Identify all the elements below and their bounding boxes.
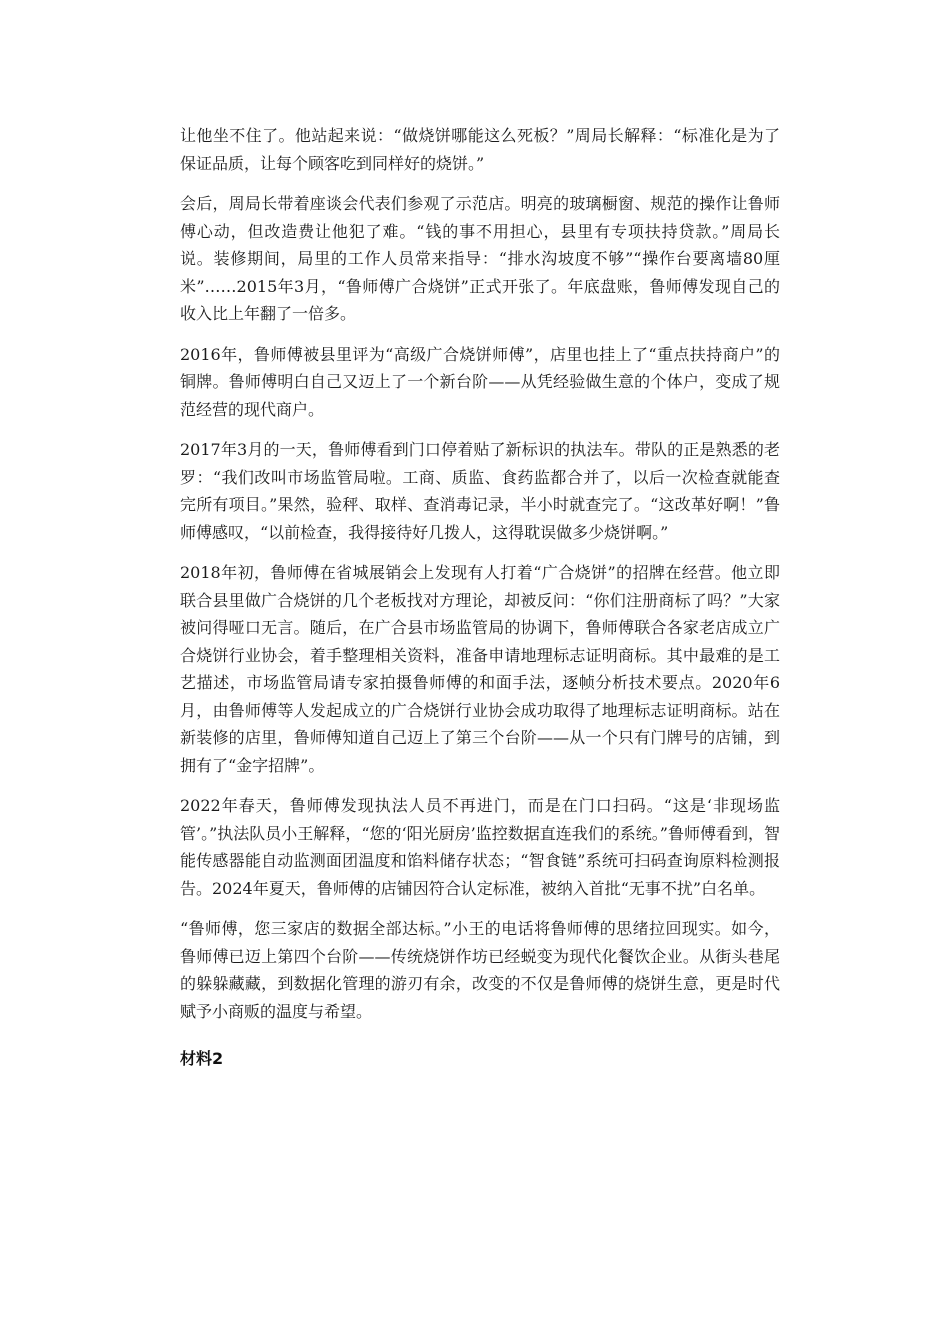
- section-heading: 材料2: [180, 1049, 224, 1068]
- paragraph-7: “鲁师傅，您三家店的数据全部达标。”小王的电话将鲁师傅的思绪拉回现实。如今，鲁师傅已迈上第四个台阶——传统烧饼作坊已经蜕变为现代化餐饮企业。从街头巷尾的躲躲藏藏，到数据化管理的游刃有余，改变的不仅是鲁师傅的烧饼生意，更是时代赋予小商贩的温度与希望。: [180, 919, 780, 1021]
- paragraph-4: 2017年3月的一天，鲁师傅看到门口停着贴了新标识的执法车。带队的正是熟悉的老罗：“我们改叫市场监管局啦。工商、质监、食药监都合并了，以后一次检查就能查完所有项目。”果然，验秤、取样、查消毒记录，半小时就查完了。“这改革好啊！”鲁师傅感叹，“以前检查，我得接待好几拨人，这得耽误做多少烧饼啊。”: [180, 440, 780, 542]
- paragraph-6: 2022年春天，鲁师傅发现执法人员不再进门，而是在门口扫码。“这是‘非现场监管’。”执法队员小王解释，“您的‘阳光厨房’监控数据直连我们的系统。”鲁师傅看到，智能传感器能自动监测面团温度和馅料储存状态；“智食链”系统可扫码查询原料检测报告。2024年夏天，鲁师傅的店铺因符合认定标准，被纳入首批“无事不扰”白名单。: [180, 796, 780, 898]
- paragraph-3: 2016年，鲁师傅被县里评为“高级广合烧饼师傅”，店里也挂上了“重点扶持商户”的铜牌。鲁师傅明白自己又迈上了一个新台阶——从凭经验做生意的个体户，变成了规范经营的现代商户。: [180, 344, 780, 419]
- paragraph-1: 让他坐不住了。他站起来说：“做烧饼哪能这么死板？”周局长解释：“标准化是为了保证品质，让每个顾客吃到同样好的烧饼。”: [180, 126, 780, 173]
- paragraph-2: 会后，周局长带着座谈会代表们参观了示范店。明亮的玻璃橱窗、规范的操作让鲁师傅心动，但改造费让他犯了难。“钱的事不用担心，县里有专项扶持贷款。”周局长说。装修期间，局里的工作人员常来指导：“排水沟坡度不够”“操作台要离墙80厘米”……2015年3月，“鲁师傅广合烧饼”正式开张了。年底盘账，鲁师傅发现自己的收入比上年翻了一倍多。: [180, 194, 780, 323]
- paragraph-5: 2018年初，鲁师傅在省城展销会上发现有人打着“广合烧饼”的招牌在经营。他立即联合县里做广合烧饼的几个老板找对方理论，却被反问：“你们注册商标了吗？”大家被问得哑口无言。随后，在广合县市场监管局的协调下，鲁师傅联合各家老店成立广合烧饼行业协会，着手整理相关资料，准备申请地理标志证明商标。其中最难的是工艺描述，市场监管局请专家拍摄鲁师傅的和面手法，逐帧分析技术要点。2020年6月，由鲁师傅等人发起成立的广合烧饼行业协会成功取得了地理标志证明商标。站在新装修的店里，鲁师傅知道自己迈上了第三个台阶——从一个只有门牌号的店铺，到拥有了“金字招牌”。: [180, 563, 780, 775]
- document-body: [180, 122, 780, 1073]
